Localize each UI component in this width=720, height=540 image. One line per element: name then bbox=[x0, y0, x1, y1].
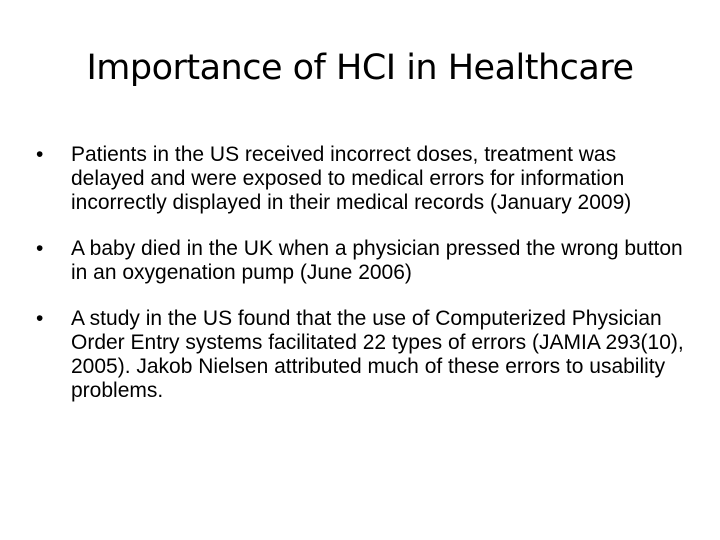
bullet-item bbox=[36, 307, 686, 403]
bullet-item bbox=[36, 143, 686, 215]
bullet-text: A baby died in the UK when a physician pressed the wrong button in an oxygenation pump (June 2006) bbox=[71, 237, 683, 284]
bullet-text: Patients in the US received incorrect doses, treatment was delayed and were exposed to medical errors for information incorrectly displayed in their medical records (January 2009) bbox=[71, 143, 632, 214]
bullet-marker: • bbox=[36, 237, 44, 260]
bullet-text: A study in the US found that the use of Computerized Physician Order Entry systems facilitated 22 types of errors (JAMIA 293(10), 2005). Jakob Nielsen attributed much of these errors to usability problems. bbox=[71, 307, 684, 402]
slide-title: Importance of HCI in Healthcare bbox=[86, 48, 634, 88]
bullet-item bbox=[36, 237, 686, 285]
bullet-marker: • bbox=[36, 307, 44, 330]
bullet-marker: • bbox=[36, 143, 44, 166]
bullet-list bbox=[36, 143, 686, 403]
